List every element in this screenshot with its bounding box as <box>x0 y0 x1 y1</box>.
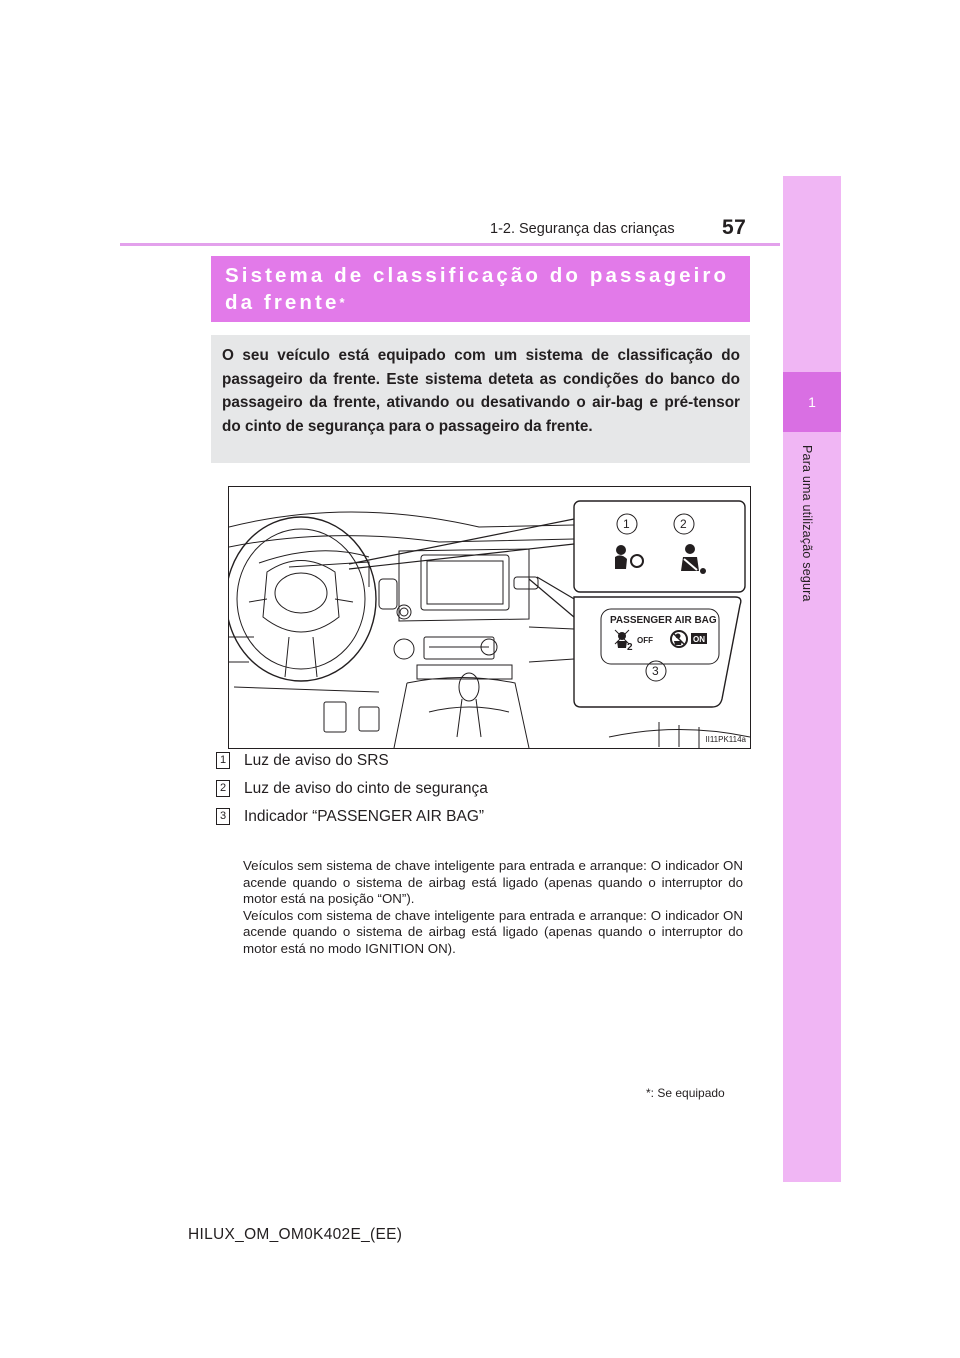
footnote-text: : Se equipado <box>650 1086 725 1100</box>
warning-lights-callout <box>574 501 745 592</box>
seat-number: 2 <box>627 642 633 653</box>
section-banner <box>211 256 750 322</box>
document-code: HILUX_OM_OM0K402E_(EE) <box>188 1226 403 1243</box>
list-item <box>216 752 389 770</box>
item-number: 2 <box>216 780 230 797</box>
item-text: Luz de aviso do SRS <box>244 752 389 769</box>
passenger-airbag-label: PASSENGER AIR BAG <box>610 615 717 626</box>
chapter-title: Para uma utilização segura <box>800 445 814 602</box>
callout-3: 3 <box>652 664 659 678</box>
callout-1: 1 <box>623 517 630 531</box>
note-paragraph: Veículos sem sistema de chave inteligente para entrada e arranque: O indicador ON acende quando o sistema de airbag está ligado (apenas quando o interruptor do motor está na posição “ON”). <box>243 858 743 906</box>
center-screen <box>421 555 509 610</box>
footnote <box>646 1086 725 1100</box>
dashboard-drawing <box>229 487 750 748</box>
figure-code: II11PK114a <box>705 735 746 744</box>
on-label: ON <box>693 635 705 644</box>
dashboard-illustration <box>228 486 751 749</box>
callout-2: 2 <box>680 517 687 531</box>
banner-title-text: Sistema de classificação do passageiro da frente <box>225 264 730 314</box>
chapter-number: 1 <box>783 372 841 432</box>
equipped-marker: * <box>646 1086 651 1100</box>
steering-wheel <box>229 517 376 681</box>
header-divider <box>120 243 780 246</box>
page-number: 57 <box>722 216 747 239</box>
chapter-side-tab <box>783 176 841 1182</box>
indicator-notes <box>243 858 743 957</box>
equipped-marker: * <box>339 295 345 310</box>
intro-box <box>211 335 750 463</box>
passenger-airbag-callout <box>574 597 741 707</box>
intro-text: O seu veículo está equipado com um sistema de classificação do passageiro da frente. Este sistema deteta as condições do banco do passageiro da frente, ativando ou desativando o air-bag e pré-tensor do cinto de segurança para o passageiro da frente. <box>222 347 740 436</box>
note-paragraph: Veículos com sistema de chave inteligente para entrada e arranque: O indicador ON acende quando o sistema de airbag está ligado (apenas quando o interruptor do motor está no modo IGNITION ON). <box>243 907 743 956</box>
list-item <box>216 808 484 826</box>
banner-title <box>225 262 742 316</box>
off-label: OFF <box>637 636 653 645</box>
item-number: 1 <box>216 752 230 769</box>
list-item <box>216 780 488 798</box>
section-title: 1-2. Segurança das crianças <box>490 221 675 237</box>
item-text: Luz de aviso do cinto de segurança <box>244 780 488 797</box>
item-text: Indicador “PASSENGER AIR BAG” <box>244 808 485 825</box>
item-number: 3 <box>216 808 230 825</box>
